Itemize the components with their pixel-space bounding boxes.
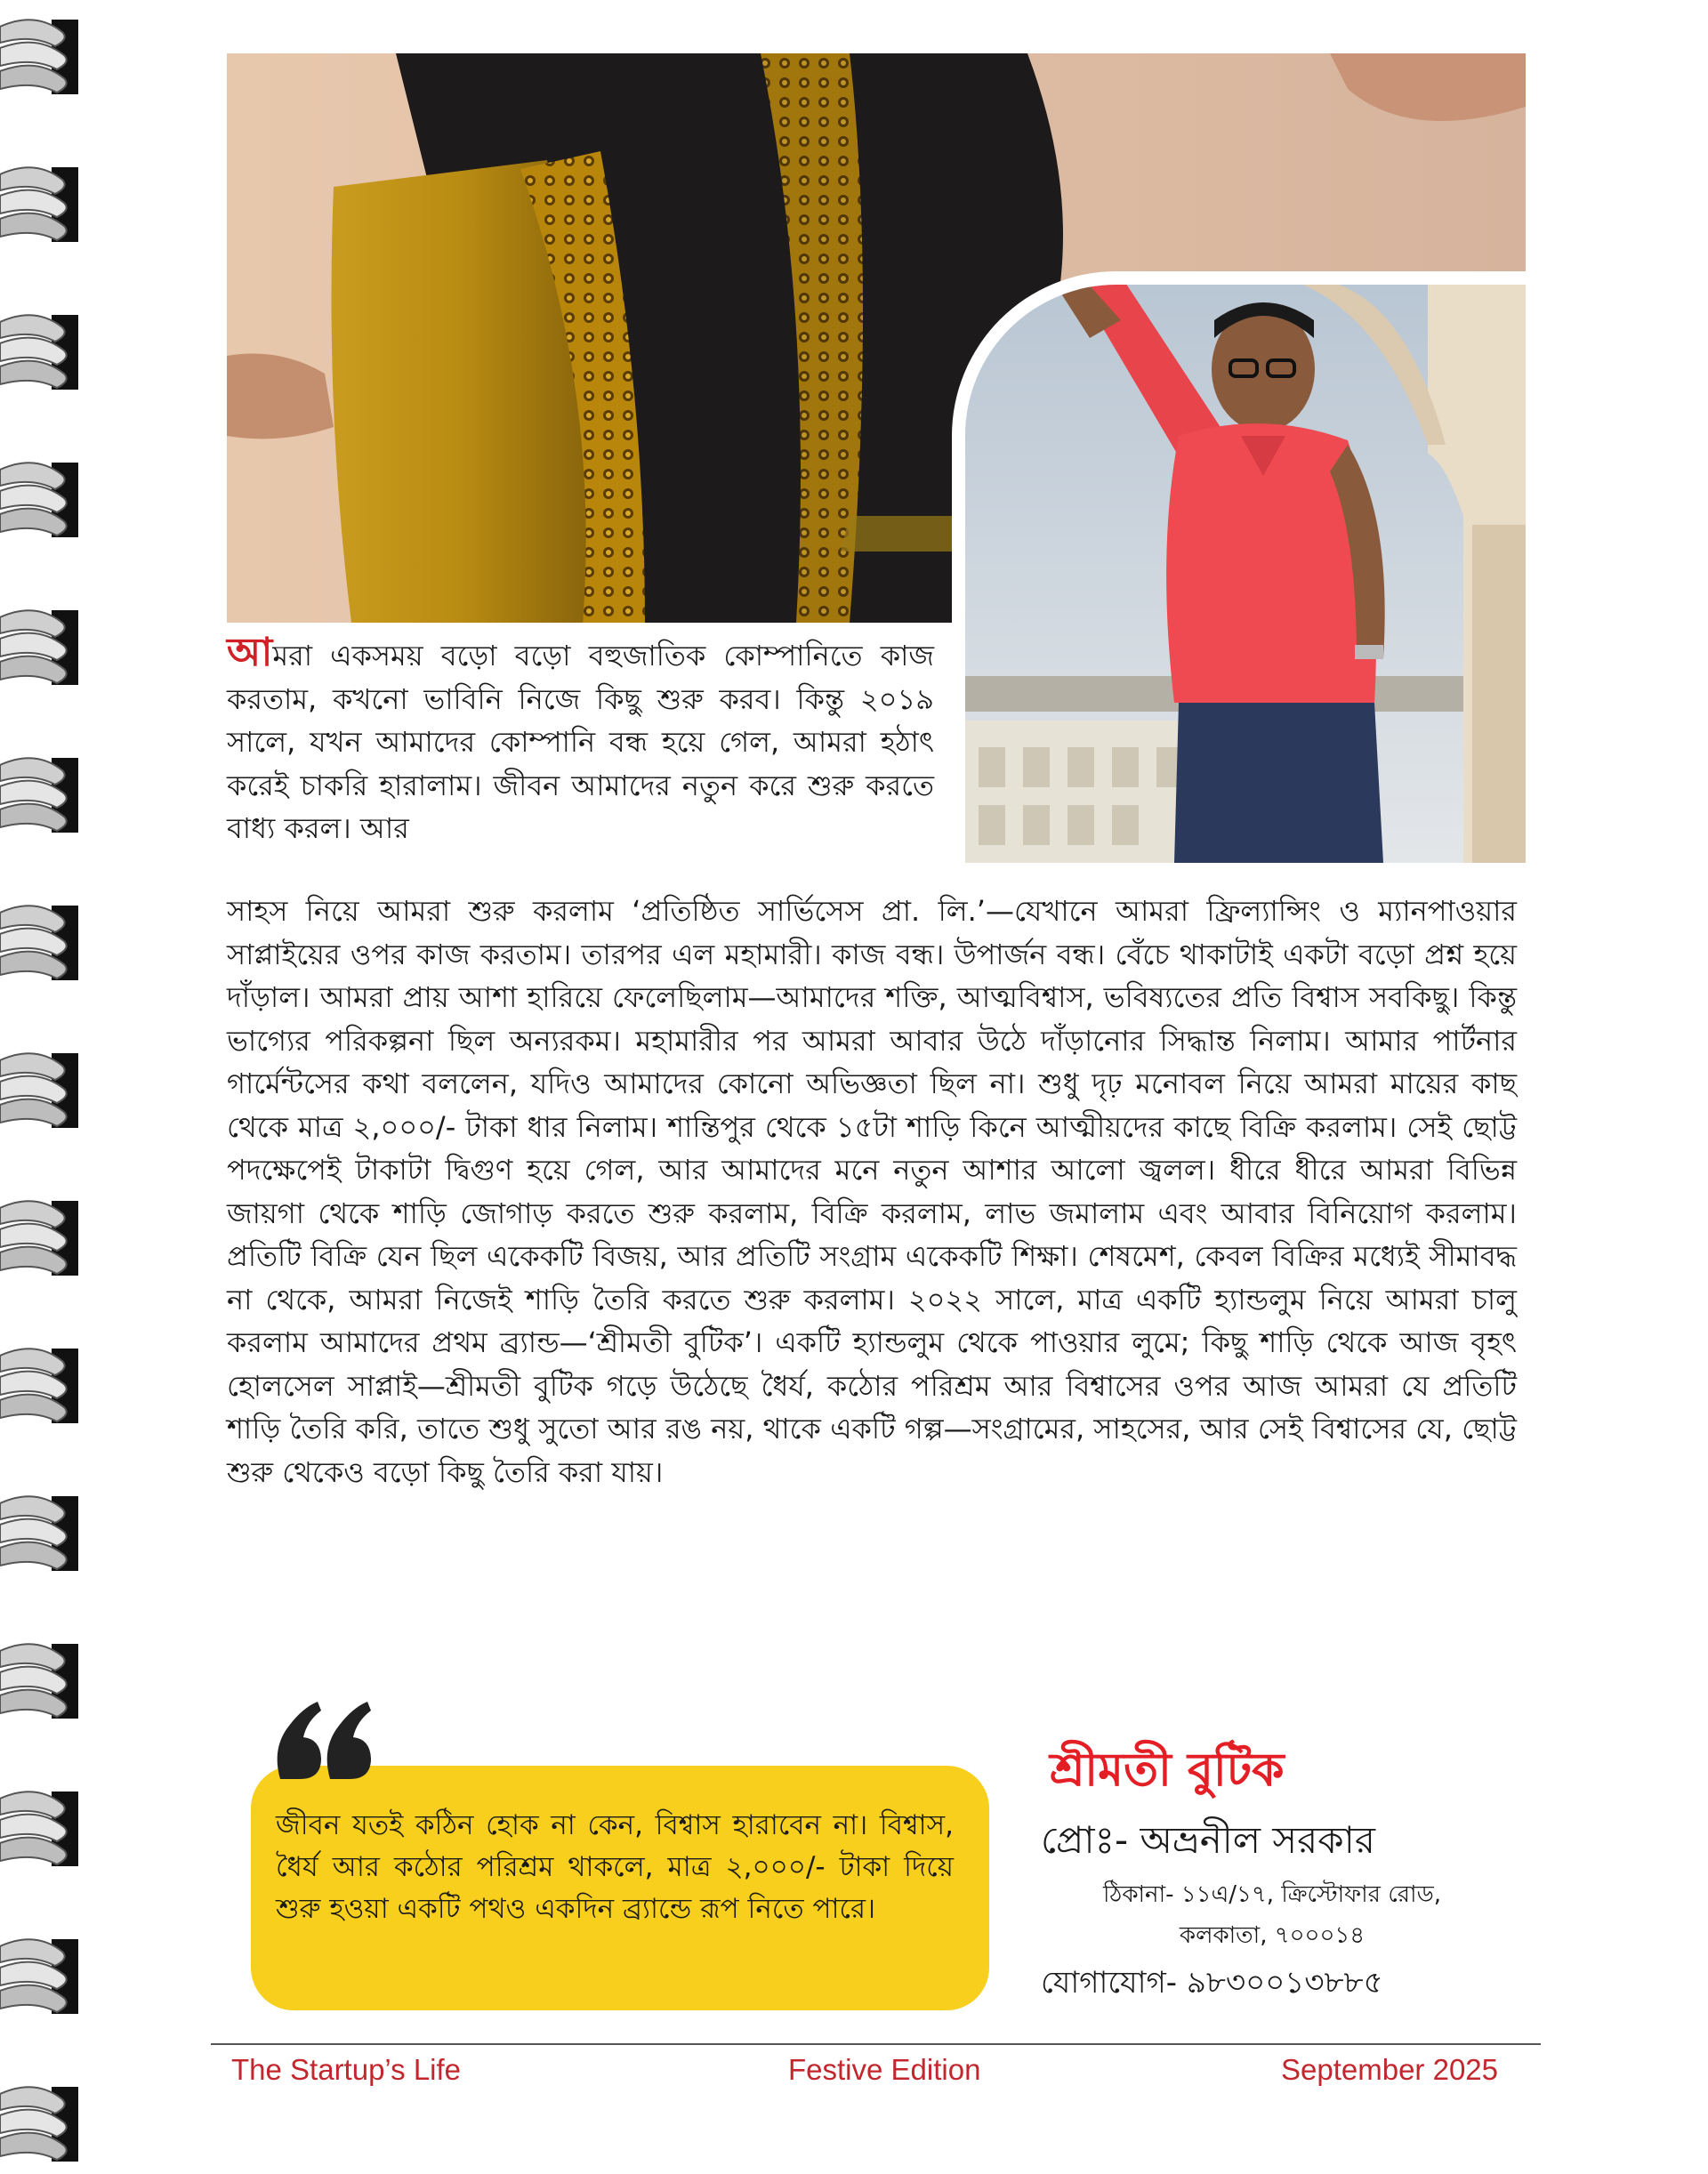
intro-paragraph (227, 632, 934, 850)
spiral-binding (0, 0, 85, 2136)
spiral-coil (0, 1779, 82, 1879)
spiral-coil (0, 893, 82, 993)
spiral-coil (0, 1041, 82, 1140)
proprietor-name: প্রোঃ- অভ্রনীল সরকার (1041, 1818, 1375, 1862)
spiral-coil (0, 1927, 82, 2026)
spiral-coil (0, 2074, 82, 2174)
spiral-coil (0, 155, 82, 254)
address-line-2: কলকাতা, ৭০০০১৪ (1179, 1922, 1366, 1949)
quote-mark-icon (271, 1695, 378, 1783)
footer-magazine-name: The Startup’s Life (231, 2053, 462, 2086)
spiral-coil (0, 745, 82, 845)
main-paragraph: সাহস নিয়ে আমরা শুরু করলাম ‘প্রতিষ্ঠিত সার্ভিসেস প্রা. লি.’—যেখানে আমরা ফ্রিল্যান্সিং ও ম্যানপাওয়ার সাপ্লাইয়ের ওপর কাজ করতাম। তারপর এল মহামারী। কাজ বন্ধ। উপার্জন বন্ধ। বেঁচে থাকাটাই একটা বড়ো প্রশ্ন হয়ে দাঁড়াল। আমরা প্রায় আশা হারিয়ে ফেলেছিলাম—আমাদের শক্তি, আত্মবিশ্বাস, ভবিষ্যতের প্রতি বিশ্বাস সবকিছু। কিন্তু ভাগ্যের পরিকল্পনা ছিল অন্যরকম। মহামারীর পর আমরা আবার উঠে দাঁড়ানোর সিদ্ধান্ত নিলাম। আমার পার্টনার গার্মেন্টসের কথা বললেন, যদিও আমাদের কোনো অভিজ্ঞতা ছিল না। শুধু দৃঢ় মনোবল নিয়ে আমরা মায়ের কাছ থেকে মাত্র ২,০০০/- টাকা ধার নিলাম। শান্তিপুর থেকে ১৫টা শাড়ি কিনে আত্মীয়দের কাছে বিক্রি করলাম। সেই ছোট্ট পদক্ষেপেই টাকাটা দ্বিগুণ হয়ে গেল, আর আমাদের মনে নতুন আশার আলো জ্বলল। ধীরে ধীরে আমরা বিভিন্ন জায়গা থেকে শাড়ি জোগাড় করতে শুরু করলাম, বিক্রি করলাম, লাভ জমালাম এবং আবার বিনিয়োগ করলাম। প্রতিটি বিক্রি যেন ছিল একেকটি বিজয়, আর প্রতিটি সংগ্রাম একেকটি শিক্ষা। শেষমেশ, কেবল বিক্রির মধ্যেই সীমাবদ্ধ না থেকে, আমরা নিজেই শাড়ি তৈরি করতে শুরু করলাম। ২০২২ সালে, মাত্র একটি হ্যান্ডলুম নিয়ে আমরা চালু করলাম আমাদের প্রথম ব্র্যান্ড—‘শ্রীমতী বুটিক’। একটি হ্যান্ডলুম থেকে পাওয়ার লুমে; কিছু শাড়ি থেকে আজ বৃহৎ হোলসেল সাপ্লাই—শ্রীমতী বুটিক গড়ে উঠেছে ধৈর্য, কঠোর পরিশ্রম আর বিশ্বাসের ওপর আজ আমরা যে প্রতিটি শাড়ি তৈরি করি, তাতে শুধু সুতো আর রঙ নয়, থাকে একটি গল্প—সংগ্রামের, সাহসের, আর সেই বিশ্বাসের যে, ছোট্ট শুরু থেকেও বড়ো কিছু তৈরি করা যায়। (227, 894, 1517, 1489)
spiral-coil (0, 7, 82, 107)
footer-edition: Festive Edition (788, 2053, 981, 2086)
address (1041, 1874, 1503, 1956)
brand-info (1041, 1739, 1539, 2004)
spiral-coil (0, 1188, 82, 1288)
intro-text: মরা একসময় বড়ো বড়ো বহুজাতিক কোম্পানিতে কাজ করতাম, কখনো ভাবিনি নিজে কিছু শুরু করব। কিন্তু ২০১৯ সালে, যখন আমাদের কোম্পানি বন্ধ হয়ে গেল, আমরা হঠাৎ করেই চাকরি হারালাম। জীবন আমাদের নতুন করে শুরু করতে বাধ্য করল। আর (227, 639, 934, 845)
brand-name: শ্রীমতী বুটিক (1050, 1743, 1285, 1797)
footer-divider (211, 2043, 1541, 2045)
spiral-coil (0, 598, 82, 697)
spiral-coil (0, 450, 82, 550)
spiral-coil (0, 1631, 82, 1731)
footer-date: September 2025 (1281, 2053, 1499, 2086)
spiral-coil (0, 1336, 82, 1436)
quote-box (251, 1766, 989, 2010)
contact-number: যোগাযোগ- ৯৮৩০০১৩৮৮৫ (1041, 1965, 1383, 2001)
address-line-1: ঠিকানা- ১১এ/১৭, ক্রিস্টোফার রোড, (1102, 1881, 1442, 1908)
proprietor-portrait (965, 285, 1526, 863)
spiral-coil (0, 1484, 82, 1583)
spiral-coil (0, 302, 82, 402)
quote-text: জীবন যতই কঠিন হোক না কেন, বিশ্বাস হারাবেন না। বিশ্বাস, ধৈর্য আর কঠোর পরিশ্রম থাকলে, মাত্র ২,০০০/- টাকা দিয়ে শুরু হওয়া একটি পথও একদিন ব্র্যান্ডে রূপ নিতে পারে। (276, 1809, 954, 1925)
drop-cap: আ (227, 630, 273, 675)
